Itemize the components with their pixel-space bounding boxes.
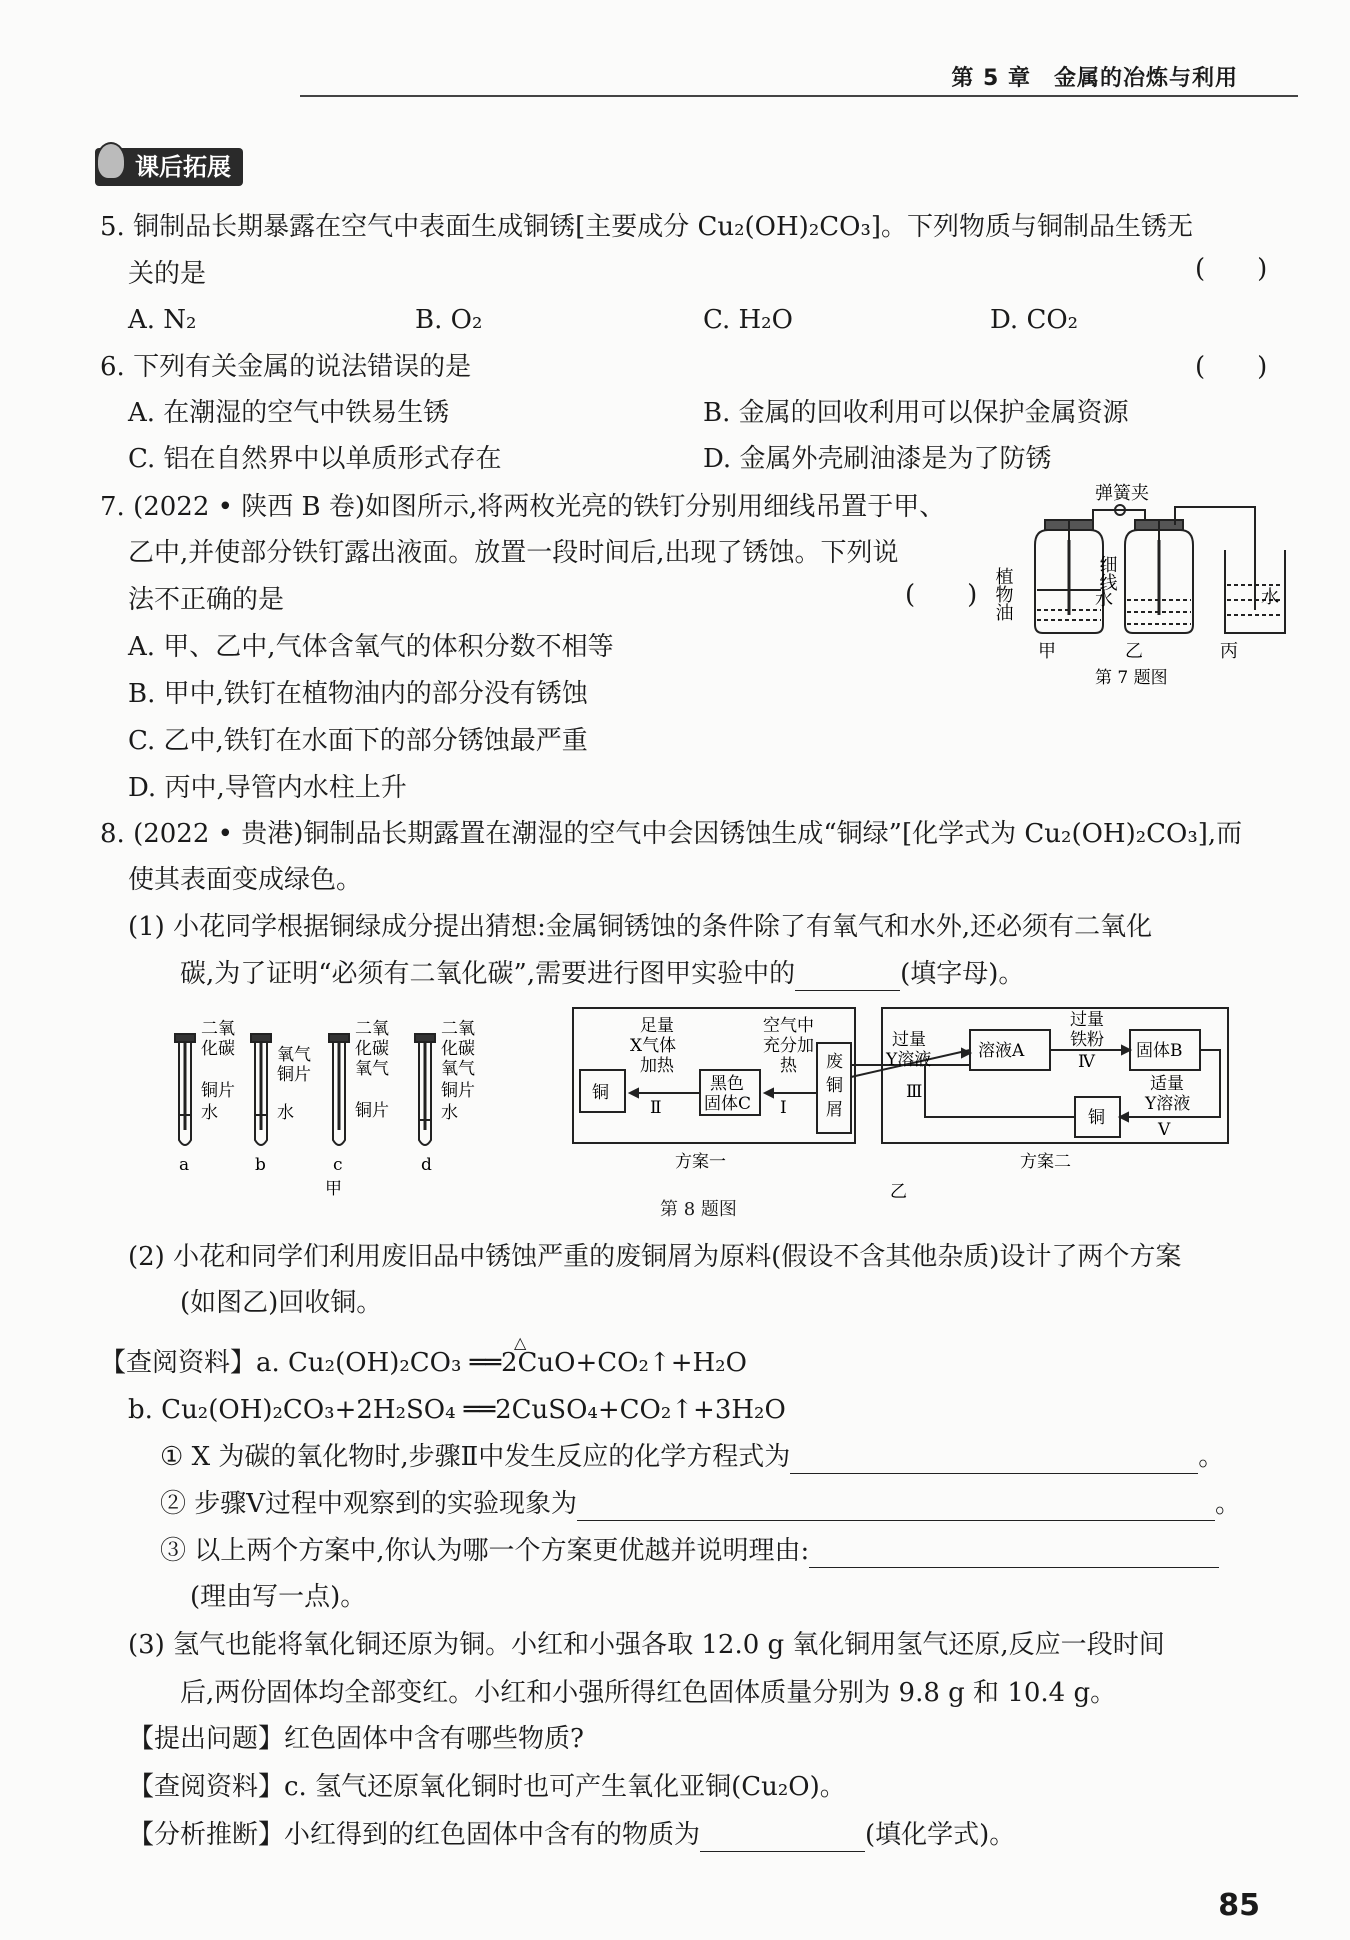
q8-figure-jia <box>165 1020 505 1200</box>
figA-a-co2-2: 化碳 <box>201 1039 235 1059</box>
figA-a-cu: 铜片 <box>201 1081 235 1101</box>
q8-sub3-blank[interactable] <box>809 1541 1219 1568</box>
fig7-beaker-bing: 丙 <box>1220 641 1238 662</box>
figB-step1-b: 充分加 <box>763 1036 814 1056</box>
q8-sub1-end: 。 <box>1198 1442 1225 1472</box>
figB-step4-a: 过量 <box>1070 1010 1104 1030</box>
figB-step5-a: 适量 <box>1150 1074 1184 1094</box>
q6-option-c: C. 铝在自然界中以单质形式存在 <box>128 444 502 474</box>
q8-infer-text: 【分析推断】小红得到的红色固体中含有的物质为 <box>128 1820 701 1850</box>
figA-d-cu: 铜片 <box>441 1081 475 1101</box>
q8-sub1-blank[interactable] <box>790 1447 1198 1474</box>
figB-step5-b: Y溶液 <box>1145 1094 1191 1114</box>
q7-option-d: D. 丙中,导管内水柱上升 <box>128 773 407 803</box>
q5-stem-1: 5. 铜制品长期暴露在空气中表面生成铜锈[主要成分 Cu₂(OH)₂CO₃]。下列物质与铜制品生锈无 <box>100 212 1194 242</box>
q5-stem-2: 关的是 <box>128 259 207 289</box>
q8-sub3-note: (理由写一点)。 <box>190 1582 367 1612</box>
figB-waste-3: 屑 <box>826 1100 843 1120</box>
fig7-oil-label: 植物油 <box>992 567 1014 621</box>
q6-option-b: B. 金属的回收利用可以保护金属资源 <box>703 398 1129 428</box>
q8-part3-a: (3) 氢气也能将氧化铜还原为铜。小红和小强各取 12.0 g 氧化铜用氢气还原,反应一段时间 <box>128 1630 1165 1660</box>
q8-sub3-text: ③ 以上两个方案中,你认为哪一个方案更优越并说明理由: <box>160 1536 810 1566</box>
q7-stem-3: 法不正确的是 <box>128 585 285 615</box>
figB-plan-2: 方案二 <box>1020 1152 1071 1172</box>
q7-answer-paren: ( ) <box>905 580 978 610</box>
q8-ref-c: 【查阅资料】c. 氢气还原氧化铜时也可产生氧化亚铜(Cu₂O)。 <box>128 1772 846 1802</box>
figA-b-cu: 铜片 <box>277 1065 311 1085</box>
q8-part2-a: (2) 小花和同学们利用废旧品中锈蚀严重的废铜屑为原料(假设不含其他杂质)设计了两个方案 <box>128 1242 1182 1272</box>
q5-option-c: C. H₂O <box>703 305 793 335</box>
q7-stem-1: 7. (2022 • 陕西 B 卷)如图所示,将两枚光亮的铁钉分别用细线吊置于甲、 <box>100 492 946 522</box>
figA-d-water: 水 <box>441 1103 458 1123</box>
page-number: 85 <box>1218 1888 1260 1923</box>
q8-part1-b <box>180 957 1024 991</box>
figB-copper: 铜 <box>592 1083 609 1103</box>
fig7-clip-label: 弹簧夹 <box>1095 483 1149 504</box>
q8-sub1-text: ① X 为碳的氧化物时,步骤Ⅱ中发生反应的化学方程式为 <box>160 1442 791 1472</box>
q8-sub2-blank[interactable] <box>577 1494 1215 1521</box>
figB-step5-num: Ⅴ <box>1158 1120 1171 1140</box>
figB-step2-a: 足量 <box>640 1016 674 1036</box>
fig7-water-in-label: 水 <box>1095 589 1113 610</box>
q8-figure-yi <box>570 1005 1230 1205</box>
q8-stem-2: 使其表面变成绿色。 <box>128 865 363 895</box>
chapter-title: 第 5 章 金属的冶炼与利用 <box>951 66 1238 91</box>
figB-step3-a: 过量 <box>892 1030 926 1050</box>
q8-infer <box>128 1818 1015 1852</box>
figA-label-b: b <box>255 1155 266 1175</box>
figB-step1-a: 空气中 <box>763 1016 814 1036</box>
figB-name: 乙 <box>890 1182 907 1202</box>
figA-a-water: 水 <box>201 1103 218 1123</box>
figB-waste-2: 铜 <box>826 1076 843 1096</box>
q7-option-c: C. 乙中,铁钉在水面下的部分锈蚀最严重 <box>128 726 588 756</box>
figB-black-2: 固体C <box>704 1094 752 1114</box>
figB-step3-b: Y溶液 <box>886 1050 932 1070</box>
figA-d-co2-2: 化碳 <box>441 1039 475 1059</box>
figA-d-o2: 氧气 <box>441 1059 475 1079</box>
figA-label-c: c <box>333 1155 343 1175</box>
fig7-jar-jia: 甲 <box>1038 641 1056 662</box>
figB-step4-num: Ⅳ <box>1078 1052 1095 1072</box>
figA-b-o2: 氧气 <box>277 1045 311 1065</box>
lightbulb-icon <box>96 142 126 180</box>
fig7-caption: 第 7 题图 <box>1095 668 1168 688</box>
q7-option-a: A. 甲、乙中,气体含氧气的体积分数不相等 <box>128 632 614 662</box>
figB-plan-1: 方案一 <box>675 1152 726 1172</box>
q7-figure <box>992 483 1295 695</box>
q8-sub3 <box>160 1534 1219 1568</box>
figB-waste-1: 废 <box>826 1052 843 1072</box>
fig7-jar-yi: 乙 <box>1125 641 1143 662</box>
q6-option-a: A. 在潮湿的空气中铁易生锈 <box>128 398 450 428</box>
figB-step2-c: 加热 <box>640 1056 674 1076</box>
figA-label-d: d <box>421 1155 432 1175</box>
q5-option-d: D. CO₂ <box>990 305 1079 335</box>
figA-c-o2: 氧气 <box>355 1059 389 1079</box>
q8-sub2-end: 。 <box>1215 1489 1242 1519</box>
q8-part2-b: (如图乙)回收铜。 <box>180 1288 383 1318</box>
figA-d-co2-1: 二氧 <box>441 1019 475 1039</box>
q8-infer-end: (填化学式)。 <box>865 1820 1016 1850</box>
fig8-caption: 第 8 题图 <box>660 1199 737 1220</box>
q8-part3-b: 后,两份固体均全部变红。小红和小强所得红色固体质量分别为 9.8 g 和 10.4 g。 <box>180 1678 1117 1708</box>
q7-stem-2: 乙中,并使部分铁钉露出液面。放置一段时间后,出现了锈蚀。下列说 <box>128 538 899 568</box>
figB-solid-b: 固体B <box>1136 1041 1183 1061</box>
fig7-thread-label: 细线 <box>1096 555 1118 591</box>
q6-stem: 6. 下列有关金属的说法错误的是 <box>100 352 472 382</box>
q5-option-b: B. O₂ <box>415 305 483 335</box>
q8-part1-b-text: 碳,为了证明“必须有二氧化碳”,需要进行图甲实验中的 <box>180 959 796 989</box>
figA-label-a: a <box>179 1155 190 1175</box>
q8-infer-blank[interactable] <box>700 1825 865 1852</box>
q8-stem-1: 8. (2022 • 贵港)铜制品长期露置在潮湿的空气中会因锈蚀生成“铜绿”[化学式为 Cu₂(OH)₂CO₃],而 <box>100 819 1243 849</box>
figA-a-co2-1: 二氧 <box>201 1019 235 1039</box>
q8-sub1 <box>160 1440 1224 1474</box>
figB-black-1: 黑色 <box>710 1074 744 1094</box>
figA-name: 甲 <box>325 1179 342 1199</box>
figB-step1-c: 热 <box>780 1056 797 1076</box>
q8-sub2-text: ② 步骤Ⅴ过程中观察到的实验现象为 <box>160 1489 578 1519</box>
section-badge: 课后拓展 <box>95 148 243 186</box>
figB-solution-a: 溶液A <box>978 1041 1025 1061</box>
figB-step1-num: Ⅰ <box>780 1098 787 1118</box>
q8-ask: 【提出问题】红色固体中含有哪些物质? <box>128 1724 584 1754</box>
fig7-water-out-label: 水 <box>1261 587 1279 608</box>
figA-c-cu: 铜片 <box>355 1101 389 1121</box>
q8-ref-b: b. Cu₂(OH)₂CO₃+2H₂SO₄ ══2CuSO₄+CO₂↑+3H₂O <box>128 1395 786 1425</box>
figA-c-co2-2: 化碳 <box>355 1039 389 1059</box>
figB-step3-num: Ⅲ <box>906 1082 923 1102</box>
q7-option-b: B. 甲中,铁钉在植物油内的部分没有锈蚀 <box>128 679 588 709</box>
page-header <box>300 55 1298 97</box>
q6-answer-paren: ( ) <box>1195 352 1268 382</box>
figA-c-co2-1: 二氧 <box>355 1019 389 1039</box>
q5-option-a: A. N₂ <box>128 305 197 335</box>
figB-step4-b: 铁粉 <box>1070 1030 1104 1050</box>
q8-sub2 <box>160 1487 1241 1521</box>
heat-symbol: △ <box>514 1333 527 1352</box>
figB-step2-b: X气体 <box>630 1036 677 1056</box>
q8-part1-answer-blank[interactable] <box>795 964 900 991</box>
q8-part1-a: (1) 小花同学根据铜绿成分提出猜想:金属铜锈蚀的条件除了有氧气和水外,还必须有二氧化 <box>128 912 1153 942</box>
q8-part1-c-text: (填字母)。 <box>900 959 1025 989</box>
q6-option-d: D. 金属外壳刷油漆是为了防锈 <box>703 444 1052 474</box>
q8-ref-a: 【查阅资料】a. Cu₂(OH)₂CO₃ ══2CuO+CO₂↑+H₂O <box>100 1348 747 1378</box>
q5-answer-paren: ( ) <box>1195 254 1268 284</box>
figA-b-water: 水 <box>277 1103 294 1123</box>
figB-step2-num: Ⅱ <box>650 1098 662 1118</box>
figB-copper-2: 铜 <box>1088 1108 1105 1128</box>
